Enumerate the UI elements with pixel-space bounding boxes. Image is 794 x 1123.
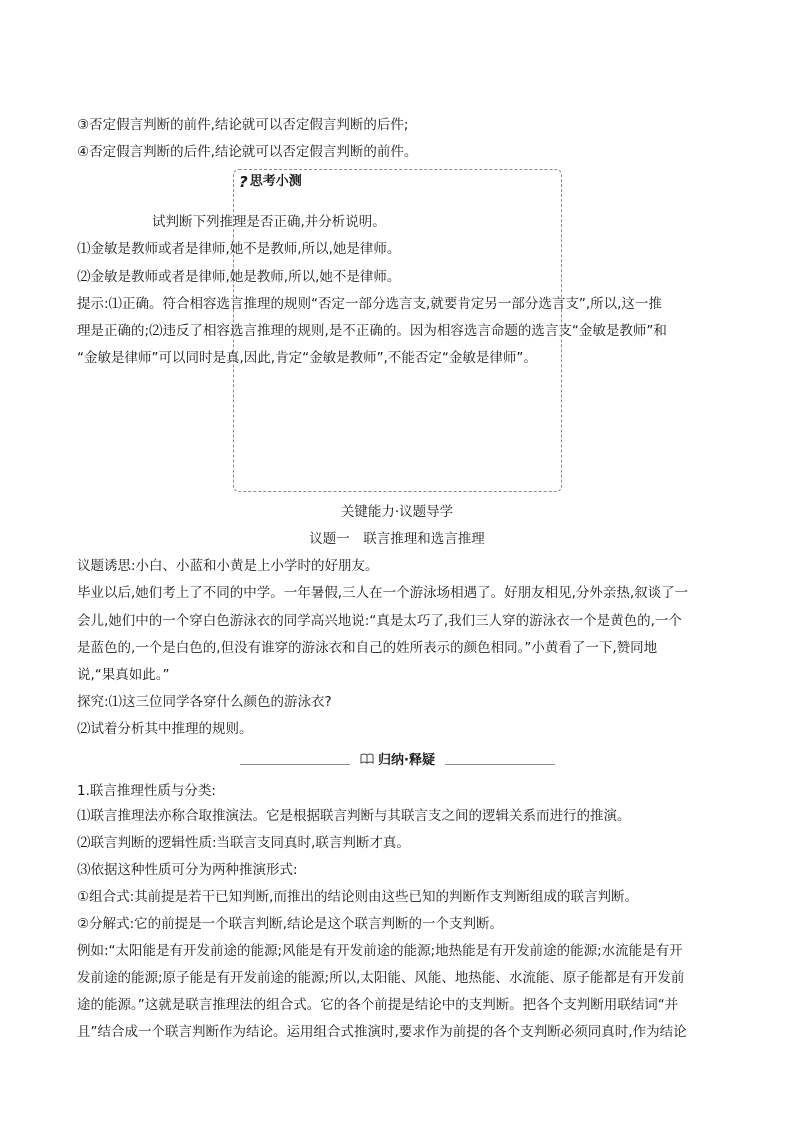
think-item: ⑴金敏是教师或者是律师,她不是教师,所以,她是律师。 [77, 241, 401, 257]
topic-line: 会儿,她们中的一个穿白色游泳衣的同学高兴地说:“真是太巧了,我们三人穿的游泳衣一个是黄色的,一个 [77, 613, 682, 629]
topic-line: 说,“果真如此。” [77, 667, 170, 683]
summary-line: ⑵联言判断的逻辑性质:当联言支同真时,联言判断才真。 [77, 835, 410, 851]
summary-line: ②分解式:它的前提是一个联言判断,结论是这个联言判断的一个支判断。 [77, 916, 503, 932]
think-box-label [239, 174, 302, 190]
summary-line: 例如:“太阳能是有开发前途的能源;风能是有开发前途的能源;地热能是有开发前途的能源;水流能是有开 [77, 943, 683, 959]
summary-title: 归纳·释疑 [378, 752, 435, 768]
summary-line: ⑴联言推理法亦称合取推演法。它是根据联言判断与其联言支之间的逻辑关系而进行的推演。 [77, 808, 631, 824]
paragraph-line: ④否定假言判断的后件,结论就可以否定假言判断的前件。 [77, 144, 418, 160]
topic-line: 毕业以后,她们考上了不同的中学。一年暑假,三人在一个游泳场相遇了。好朋友相见,分外亲热,叙谈了一 [77, 585, 689, 601]
summary-line: 且”结合成一个联言判断作为结论。运用组合式推演时,要求作为前提的各个支判断必须同真时,作为结论 [77, 1024, 687, 1040]
topic-title: 议题一 联言推理和选言推理 [309, 531, 485, 547]
topic-line: 议题诱思:小白、小蓝和小黄是上小学时的好朋友。 [77, 558, 379, 574]
think-item: ⑵金敏是教师或者是律师,她是教师,所以,她不是律师。 [77, 269, 401, 285]
topic-line: ⑵试着分析其中推理的规则。 [77, 721, 253, 737]
summary-line: ⑶依据这种性质可分为两种推演形式: [77, 862, 298, 878]
divider [445, 764, 555, 765]
topic-line: 探究:⑴这三位同学各穿什么颜色的游泳衣? [77, 694, 332, 710]
book-icon [360, 753, 374, 764]
divider [240, 764, 350, 765]
think-prompt: 试判断下列推理是否正确,并分析说明。 [152, 214, 386, 230]
paragraph-line: ③否定假言判断的前件,结论就可以否定假言判断的后件; [77, 117, 409, 133]
summary-bar [240, 749, 555, 767]
question-mark-icon: ? [239, 173, 248, 191]
hint-line: 提示:⑴正确。符合相容选言推理的规则“否定一部分选言支,就要肯定另一部分选言支”,所以,这一推 [77, 296, 662, 312]
summary-line: 发前途的能源;原子能是有开发前途的能源;所以,太阳能、风能、地热能、水流能、原子能都是有开发前 [77, 970, 685, 986]
summary-line: 途的能源。”这就是联言推理法的组合式。它的各个前提是结论中的支判断。把各个支判断用联结词“并 [77, 997, 679, 1013]
section-title: 关键能力·议题导学 [340, 504, 454, 520]
hint-line: “金敏是律师”可以同时是真,因此,肯定“金敏是教师”,不能否定“金敏是律师”。 [77, 350, 537, 366]
hint-line: 理是正确的;⑵违反了相容选言推理的规则,是不正确的。因为相容选言命题的选言支“金敏是教师”和 [77, 323, 667, 339]
summary-heading [356, 749, 439, 768]
summary-line: 1.联言推理性质与分类: [77, 783, 216, 799]
topic-line: 是蓝色的,一个是白色的,但没有谁穿的游泳衣和自己的姓所表示的颜色相同。”小黄看了一下,赞同地 [77, 640, 658, 656]
think-box-title: 思考小测 [249, 174, 302, 189]
summary-line: ①组合式:其前提是若干已知判断,而推出的结论则由这些已知的判断作支判断组成的联言判断。 [77, 889, 638, 905]
